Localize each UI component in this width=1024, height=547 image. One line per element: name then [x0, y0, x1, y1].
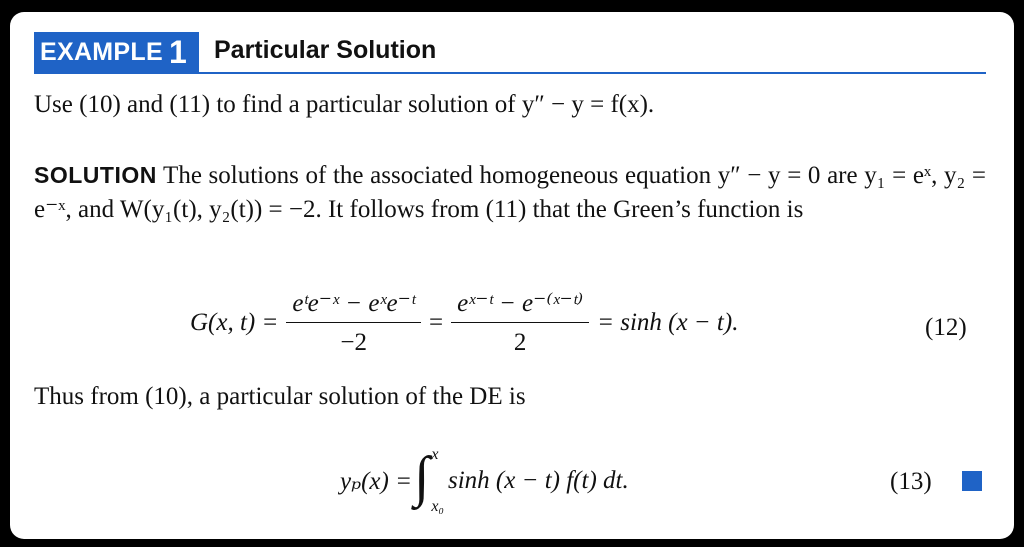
eq13-number: (13): [890, 468, 932, 495]
eq13-lhs: yₚ(x) =: [340, 468, 412, 495]
eq12-lhs: G(x, t) =: [190, 308, 279, 336]
eq12-frac1-denominator: −2: [340, 329, 367, 356]
integral-upper-limit: x: [431, 446, 439, 463]
solution-label: SOLUTION: [34, 162, 157, 188]
thus-statement: Thus from (10), a particular solution of the DE is: [34, 383, 526, 410]
eq12-frac2-numerator: eˣ⁻ᵗ − e⁻⁽ˣ⁻ᵗ⁾: [451, 288, 589, 323]
textbook-page: [10, 12, 1014, 539]
eq12-frac2-denominator: 2: [513, 329, 527, 356]
eq12-frac1-numerator: eᵗe⁻ˣ − eˣe⁻ᵗ: [286, 288, 421, 323]
integral-limits: [431, 446, 444, 516]
eq12-rhs: = sinh (x − t).: [597, 308, 739, 336]
eq12-fraction-2: [451, 288, 589, 357]
example-header: [34, 32, 986, 74]
example-title: Particular Solution: [214, 36, 437, 64]
equation-12: [190, 288, 738, 357]
solution-text: The solutions of the associated homogeneous equation y″ − y = 0 are y₁ = eˣ, y₂ = e⁻ˣ, and W(y₁(t), y₂(t)) = −2. It follows from (11) that the Green’s function is: [34, 162, 986, 223]
eq12-equals: =: [429, 308, 444, 336]
end-of-example-square-icon: [962, 471, 982, 491]
eq12-number: (12): [925, 314, 967, 341]
eq13-integrand: sinh (x − t) f(t) dt.: [447, 467, 629, 494]
equation-13: [340, 446, 629, 516]
problem-statement: Use (10) and (11) to find a particular solution of y″ − y = f(x).: [34, 91, 655, 118]
solution-paragraph: [34, 158, 986, 227]
integral-lower-limit: x₀: [431, 498, 444, 515]
eq12-fraction-1: [286, 288, 421, 357]
example-badge: [34, 32, 199, 72]
example-word: EXAMPLE: [40, 37, 163, 66]
integral-sign: ∫: [413, 446, 430, 508]
example-number: 1: [168, 33, 187, 70]
